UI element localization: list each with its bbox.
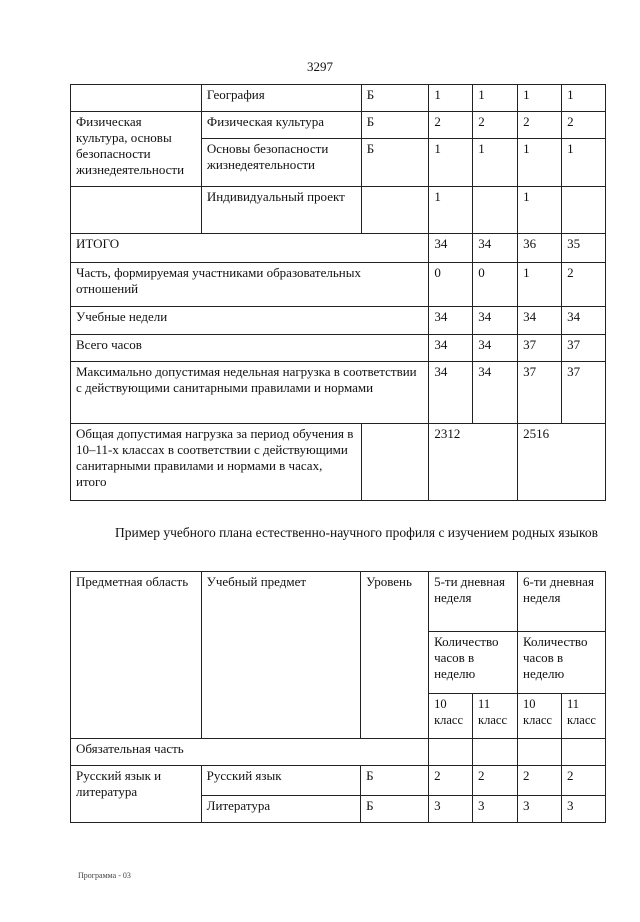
header-class: 11 класс <box>561 694 605 739</box>
table-row <box>71 766 606 796</box>
header-class: 11 класс <box>473 694 518 739</box>
hours-cell: 37 <box>562 362 606 424</box>
total-label: Всего часов <box>71 335 429 362</box>
table-row <box>71 112 606 139</box>
header-hours5: Количество часов в неделю <box>429 632 518 694</box>
subject-cell: Индивидуальный проект <box>201 187 361 234</box>
hours-cell: 2 <box>561 766 605 796</box>
header-subject: Учебный предмет <box>201 572 360 739</box>
area-cell: Русский язык и литература <box>71 766 202 823</box>
hours-cell: 2 <box>473 112 518 139</box>
hours-cell: 1 <box>518 187 562 234</box>
hours-cell: 2 <box>429 112 473 139</box>
header-level: Уровень <box>361 572 429 739</box>
hours-cell: 34 <box>429 362 473 424</box>
level-cell: Б <box>361 796 429 823</box>
hours-cell: 1 <box>429 139 473 187</box>
hours-cell: 1 <box>518 263 562 307</box>
header-row <box>71 572 606 632</box>
subject-cell: Физическая культура <box>201 112 361 139</box>
general-load-label: Общая допустимая нагрузка за период обучения в 10–11-х классах в соответствии с действующими санитарными правилами и нормами в часах, итого <box>71 424 362 501</box>
header-week5: 5-ти дневная неделя <box>429 572 518 632</box>
total-row <box>71 263 606 307</box>
hours-cell: 3 <box>429 796 473 823</box>
hours-cell: 36 <box>518 234 562 263</box>
header-week6: 6-ти дневная неделя <box>518 572 606 632</box>
area-cell: Физическая культура, основы безопасности жизнедеятельности <box>71 112 202 187</box>
empty-cell <box>429 739 473 766</box>
level-cell: Б <box>361 766 429 796</box>
hours-cell <box>562 187 606 234</box>
header-class: 10 класс <box>518 694 562 739</box>
hours-cell: 34 <box>473 234 518 263</box>
subject-cell: Литература <box>201 796 360 823</box>
hours-cell: 1 <box>518 139 562 187</box>
subject-cell: Русский язык <box>201 766 360 796</box>
general-load-row <box>71 424 606 501</box>
level-cell <box>361 187 429 234</box>
empty-cell <box>361 424 429 501</box>
hours-cell: 2 <box>473 766 518 796</box>
empty-cell <box>473 739 518 766</box>
section-row <box>71 739 606 766</box>
hours-cell: 2 <box>429 766 473 796</box>
table-row <box>71 85 606 112</box>
hours-cell: 0 <box>473 263 518 307</box>
hours-cell: 34 <box>429 307 473 335</box>
hours-cell: 1 <box>562 139 606 187</box>
total-label: Учебные недели <box>71 307 429 335</box>
hours-cell: 3 <box>473 796 518 823</box>
hours-cell: 37 <box>518 335 562 362</box>
hours-cell: 1 <box>518 85 562 112</box>
general-load-6day: 2516 <box>518 424 606 501</box>
total-row <box>71 335 606 362</box>
header-area: Предметная область <box>71 572 202 739</box>
empty-cell <box>518 739 562 766</box>
header-hours6: Количество часов в неделю <box>518 632 606 694</box>
curriculum-table-continued <box>70 84 606 501</box>
hours-cell: 34 <box>473 335 518 362</box>
hours-cell: 37 <box>562 335 606 362</box>
area-cell <box>71 187 202 234</box>
hours-cell: 34 <box>473 362 518 424</box>
hours-cell: 2 <box>562 112 606 139</box>
section-intro: Пример учебного плана естественно-научного профиля с изучением родных языков <box>115 525 598 540</box>
empty-cell <box>561 739 605 766</box>
hours-cell: 1 <box>473 85 518 112</box>
hours-cell: 3 <box>561 796 605 823</box>
hours-cell: 2 <box>562 263 606 307</box>
total-label: Часть, формируемая участниками образовательных отношений <box>71 263 429 307</box>
level-cell: Б <box>361 112 429 139</box>
hours-cell: 2 <box>518 766 562 796</box>
total-row <box>71 307 606 335</box>
level-cell: Б <box>361 85 429 112</box>
area-cell <box>71 85 202 112</box>
level-cell: Б <box>361 139 429 187</box>
hours-cell: 34 <box>429 335 473 362</box>
total-label: ИТОГО <box>71 234 429 263</box>
header-class: 10 класс <box>429 694 473 739</box>
hours-cell: 34 <box>473 307 518 335</box>
hours-cell: 1 <box>429 187 473 234</box>
subject-cell: Основы безопасности жизнедеятельности <box>201 139 361 187</box>
natural-science-curriculum-table <box>70 571 606 823</box>
total-label: Максимально допустимая недельная нагрузка в соответствии с действующими санитарными правилами и нормами <box>71 362 429 424</box>
hours-cell: 1 <box>429 85 473 112</box>
hours-cell: 1 <box>473 139 518 187</box>
hours-cell: 35 <box>562 234 606 263</box>
hours-cell: 37 <box>518 362 562 424</box>
hours-cell: 0 <box>429 263 473 307</box>
mandatory-part-label: Обязательная часть <box>71 739 429 766</box>
subject-cell: География <box>201 85 361 112</box>
hours-cell <box>473 187 518 234</box>
hours-cell: 3 <box>518 796 562 823</box>
page-number: 3297 <box>307 59 333 74</box>
hours-cell: 1 <box>562 85 606 112</box>
footer-text: Программа - 03 <box>78 871 131 880</box>
table-row <box>71 187 606 234</box>
general-load-5day: 2312 <box>429 424 518 501</box>
hours-cell: 34 <box>562 307 606 335</box>
hours-cell: 34 <box>429 234 473 263</box>
total-row <box>71 234 606 263</box>
hours-cell: 2 <box>518 112 562 139</box>
hours-cell: 34 <box>518 307 562 335</box>
total-row <box>71 362 606 424</box>
